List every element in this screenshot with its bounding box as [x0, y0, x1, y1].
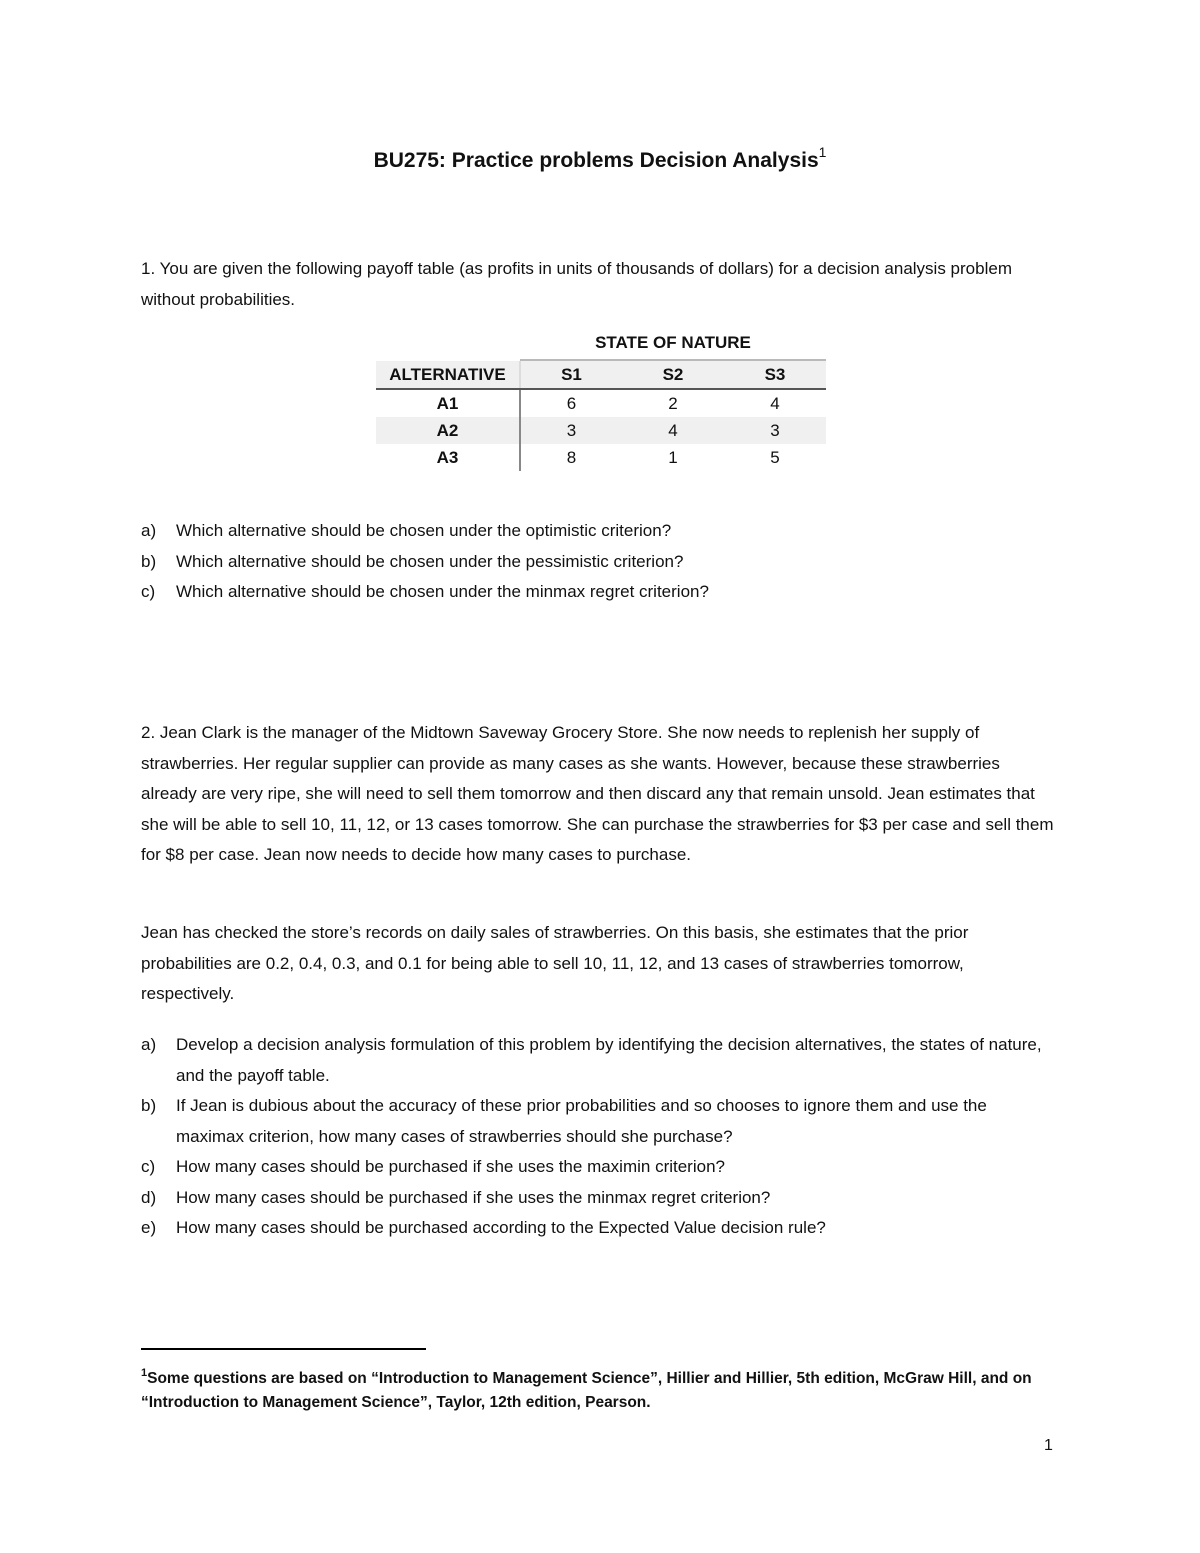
footnote-text: Some questions are based on “Introduction to Management Science”, Hillier and Hillier, 5th edition, McGraw Hill, and on “Introduction to Management Science”, Taylor, 12th edition, Pearson. — [141, 1370, 1032, 1412]
question-item — [141, 1030, 1056, 1091]
footnote-marker: 1 — [141, 1367, 148, 1379]
question-text: How many cases should be purchased according to the Expected Value decision rule? — [176, 1218, 826, 1237]
question-item — [141, 1183, 1056, 1214]
question-item — [141, 1152, 1056, 1183]
table-row — [376, 389, 826, 417]
title-text: BU275: Practice problems Decision Analysis — [373, 149, 819, 172]
payoff-cell: 1 — [668, 447, 678, 467]
problem1-questions — [141, 516, 1056, 608]
question-text: If Jean is dubious about the accuracy of these prior probabilities and so chooses to ignore them and use the maximax criterion, how many cases of strawberries should she purchase? — [176, 1096, 987, 1146]
payoff-cell: 8 — [566, 447, 577, 467]
footnote — [141, 1362, 1056, 1415]
state-of-nature-header: STATE OF NATURE — [595, 333, 751, 352]
payoff-cell: 2 — [668, 393, 678, 413]
payoff-cell: 4 — [622, 417, 724, 444]
question-item — [141, 547, 1056, 578]
alternative-cell: A3 — [376, 444, 520, 471]
question-item — [141, 516, 1056, 547]
question-item — [141, 1213, 1056, 1244]
question-label: d) — [141, 1187, 157, 1207]
alternative-header: ALTERNATIVE — [376, 361, 520, 389]
payoff-table — [376, 361, 826, 471]
problem2-questions — [141, 1030, 1056, 1244]
title-footnote-ref: 1 — [818, 144, 827, 160]
payoff-cell: 5 — [770, 447, 780, 467]
table-row — [376, 444, 826, 471]
question-item — [141, 1091, 1056, 1152]
question-label: a) — [141, 521, 157, 540]
question-text: Which alternative should be chosen under the minmax regret criterion? — [176, 582, 709, 601]
alternative-cell: A1 — [376, 389, 520, 417]
state-header: S2 — [622, 361, 724, 389]
payoff-cell: 3 — [520, 417, 622, 444]
problem1-intro: 1. You are given the following payoff table (as profits in units of thousands of dollars) for a decision analysis problem without probabilities. — [141, 259, 1012, 309]
state-header: S1 — [520, 361, 622, 389]
payoff-cell: 6 — [566, 393, 577, 413]
question-label: b) — [141, 1096, 157, 1115]
problem2-paragraph-2: Jean has checked the store’s records on daily sales of strawberries. On this basis, she estimates that the prior probabilities are 0.2, 0.4, 0.3, and 0.1 for being able to sell 10, 11, 12, and 13 cases of strawberries tomorrow, respectively. — [141, 923, 969, 1003]
question-text: Which alternative should be chosen under the optimistic criterion? — [176, 521, 672, 540]
question-label: e) — [141, 1218, 157, 1237]
question-label: c) — [141, 582, 156, 601]
page-title — [0, 146, 1200, 173]
page-number: 1 — [1044, 1437, 1053, 1454]
question-text: Which alternative should be chosen under the pessimistic criterion? — [176, 551, 684, 571]
alternative-cell: A2 — [376, 417, 520, 444]
payoff-cell: 3 — [724, 417, 826, 444]
table-header-row — [376, 361, 826, 389]
footnote-divider — [141, 1348, 426, 1350]
question-text: Develop a decision analysis formulation of this problem by identifying the decision alternatives, the states of nature, and the payoff table. — [176, 1035, 1042, 1085]
question-item — [141, 577, 1056, 608]
payoff-cell: 4 — [770, 393, 780, 413]
question-text: How many cases should be purchased if she uses the maximin criterion? — [176, 1157, 725, 1176]
question-label: b) — [141, 551, 157, 571]
question-text: How many cases should be purchased if she uses the minmax regret criterion? — [176, 1187, 771, 1207]
question-label: a) — [141, 1035, 157, 1054]
state-header: S3 — [724, 361, 826, 389]
question-label: c) — [141, 1157, 156, 1176]
table-row — [376, 417, 826, 444]
problem2-paragraph-1: 2. Jean Clark is the manager of the Midtown Saveway Grocery Store. She now needs to replenish her supply of strawberries. Her regular supplier can provide as many cases as she wants. However, because these strawberries already are very ripe, she will need to sell them tomorrow and then discard any that remain unsold. Jean estimates that she will be able to sell 10, 11, 12, or 13 cases tomorrow. She can purchase the strawberries for $3 per case and sell them for $8 per case. Jean now needs to decide how many cases to purchase. — [141, 723, 1054, 864]
